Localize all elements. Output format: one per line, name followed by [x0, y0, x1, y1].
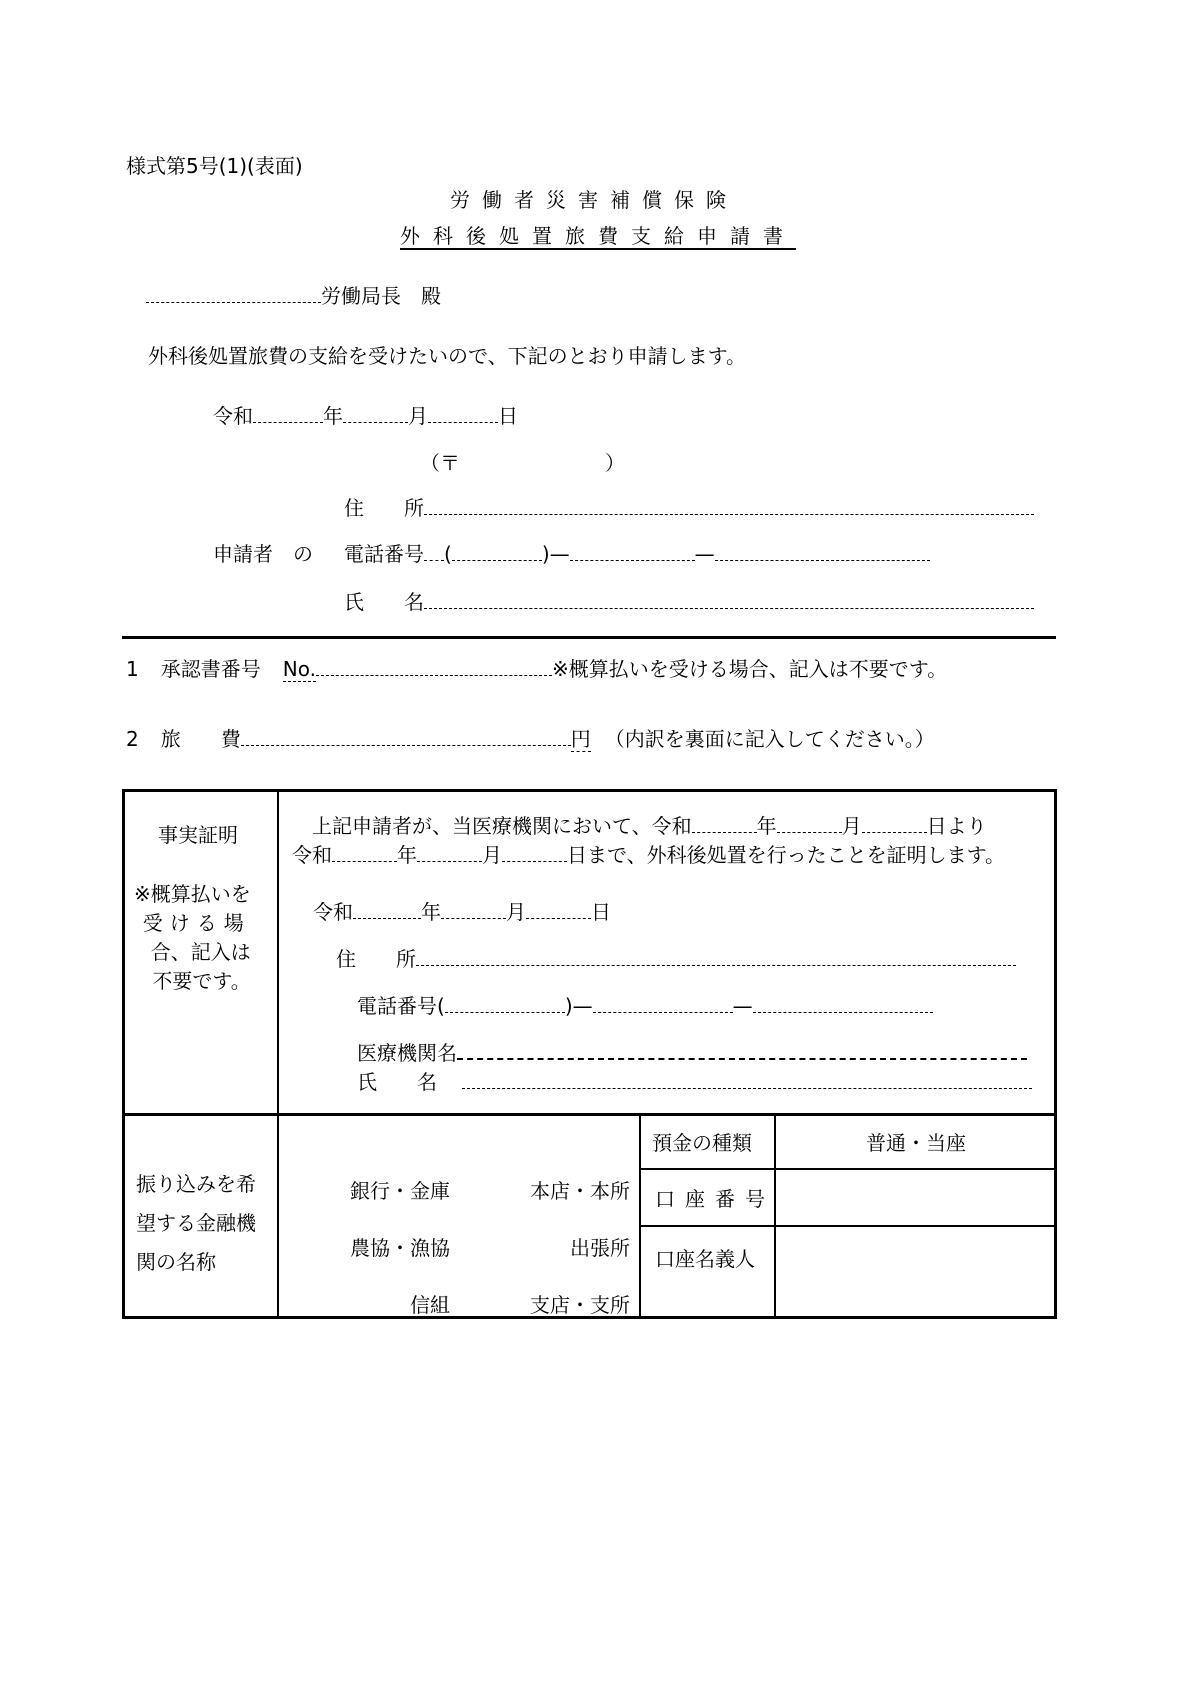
start-day-field[interactable] [862, 814, 927, 833]
row-divider [122, 1113, 1057, 1116]
era-label: 令和 [292, 843, 332, 867]
end-day-field[interactable] [502, 843, 567, 862]
end-year-field[interactable] [332, 843, 397, 862]
form-number: 様式第5号(1)(表面) [126, 154, 303, 178]
paren-close: )— [564, 994, 593, 1018]
cert-text: 上記申請者が、当医療機関において、令和 [312, 814, 692, 838]
applicant-phone [344, 542, 930, 566]
note-line: 受ける場 [142, 911, 251, 935]
cert-area-code-field[interactable] [445, 994, 565, 1013]
area-code-field[interactable] [452, 542, 542, 561]
year-label: 年 [756, 814, 777, 838]
row-divider [639, 1225, 1057, 1227]
applicant-label: 申請者 の [213, 542, 313, 566]
row-divider [639, 1168, 1057, 1170]
bank-label-line: 望する金融機 [136, 1211, 256, 1235]
branch-type-option[interactable]: 本店・本所 [530, 1179, 630, 1203]
approval-number-field[interactable] [316, 657, 552, 676]
bank-label [136, 1165, 256, 1282]
branch-type-option[interactable]: 出張所 [570, 1236, 630, 1260]
cert-phone-field-1[interactable] [593, 994, 733, 1013]
phone-dash: — [694, 542, 715, 566]
deposit-type-value[interactable]: 普通・当座 [866, 1131, 966, 1155]
month-label: 月 [841, 814, 862, 838]
cert-line2 [292, 843, 1005, 867]
paren-open: ( [444, 542, 452, 566]
name-label: 氏 名 [357, 1070, 437, 1094]
application-date [213, 404, 518, 428]
item-number: 1 [126, 657, 139, 681]
yen-label: 円 [570, 727, 591, 751]
institution-field[interactable] [457, 1040, 1027, 1060]
phone-field-2[interactable] [715, 542, 930, 561]
start-year-field[interactable] [692, 814, 757, 833]
postal-close: ） [605, 451, 625, 475]
travel-expense-field[interactable] [241, 727, 571, 746]
account-number-label: 口座番号 [655, 1187, 775, 1211]
item-number: 2 [126, 727, 139, 751]
cert-address [336, 947, 1016, 971]
day-label: 日 [498, 404, 518, 428]
bank-type-option[interactable]: 銀行・金庫 [350, 1179, 450, 1203]
certification-note [134, 880, 251, 996]
phone-dash: — [732, 994, 753, 1018]
cert-institution [357, 1040, 1027, 1065]
deposit-type-label: 預金の種類 [652, 1131, 752, 1155]
note-line: ※概算払いを [134, 882, 251, 906]
address-label: 住 所 [336, 947, 416, 971]
year-label: 年 [323, 404, 343, 428]
applicant-name [344, 590, 1034, 614]
address-label: 住 所 [344, 496, 424, 520]
bureau-field[interactable] [146, 284, 321, 303]
travel-expense-note: （内訳を裏面に記入してください。） [604, 727, 935, 751]
year-label: 年 [397, 843, 417, 867]
era-label: 令和 [313, 900, 353, 924]
postal-open: （〒 [420, 451, 460, 475]
divider [122, 636, 1056, 639]
approval-label: 承認書番号 [160, 657, 261, 681]
account-holder-field[interactable] [776, 1229, 1056, 1317]
year-field[interactable] [253, 404, 323, 423]
cert-date [313, 900, 611, 924]
day-label: 日より [926, 814, 987, 838]
item-approval-number [126, 657, 947, 681]
day-label: 日 [591, 900, 611, 924]
cert-line1 [312, 814, 987, 838]
cert-address-field[interactable] [416, 947, 1016, 966]
end-month-field[interactable] [417, 843, 482, 862]
era-label: 令和 [213, 404, 253, 428]
intro-text: 外科後処置旅費の支給を受けたいので、下記のとおり申請します。 [148, 344, 746, 368]
no-label: No. [282, 657, 316, 681]
bank-types[interactable] [300, 1163, 450, 1334]
bank-label-line: 関の名称 [136, 1250, 216, 1274]
month-label: 月 [482, 843, 502, 867]
cert-year-field[interactable] [353, 900, 421, 919]
month-label: 月 [506, 900, 526, 924]
certification-label: 事実証明 [158, 823, 238, 847]
title-line1: 労働者災害補償保険 [450, 188, 738, 212]
item-travel-expense [126, 727, 935, 751]
bank-type-option[interactable]: 信組 [410, 1293, 450, 1317]
institution-label: 医療機関名 [357, 1041, 457, 1065]
form-title: 外科後処置旅費支給申請書 [400, 224, 796, 248]
month-field[interactable] [343, 404, 408, 423]
bank-label-line: 振り込みを希 [136, 1172, 256, 1196]
phone-field-1[interactable] [570, 542, 695, 561]
cert-phone [357, 994, 933, 1018]
bank-type-option[interactable]: 農協・漁協 [350, 1236, 450, 1260]
travel-expense-label: 旅 費 [160, 727, 241, 751]
account-holder-label: 口座名義人 [655, 1247, 755, 1271]
paren-close: )— [541, 542, 570, 566]
postal-code[interactable] [420, 451, 625, 475]
cert-name-field[interactable] [462, 1070, 1032, 1089]
note-line: 不要です。 [152, 969, 251, 993]
address-field[interactable] [424, 496, 1034, 515]
phone-label: 電話番号( [357, 994, 445, 1018]
year-label: 年 [421, 900, 441, 924]
phone-label: 電話番号 [344, 542, 424, 566]
applicant-address [344, 496, 1034, 520]
cert-day-field[interactable] [526, 900, 591, 919]
account-number-field[interactable] [776, 1172, 1056, 1224]
cert-phone-field-2[interactable] [753, 994, 933, 1013]
cert-text: 日まで、外科後処置を行ったことを証明します。 [567, 843, 1005, 867]
branch-type-option[interactable]: 支店・支所 [530, 1293, 630, 1317]
col-divider [639, 1113, 641, 1319]
cert-name [357, 1070, 1032, 1094]
note-line: 合、記入は [150, 940, 251, 964]
start-month-field[interactable] [777, 814, 842, 833]
month-label: 月 [408, 404, 428, 428]
name-field[interactable] [424, 590, 1034, 609]
day-field[interactable] [428, 404, 498, 423]
addressee-label: 労働局長 殿 [321, 284, 441, 308]
col-divider [277, 789, 279, 1319]
cert-month-field[interactable] [441, 900, 506, 919]
branch-types[interactable] [480, 1163, 630, 1334]
approval-note: ※概算払いを受ける場合、記入は不要です。 [551, 657, 948, 681]
addressee-line [146, 284, 441, 308]
name-label: 氏 名 [344, 590, 424, 614]
